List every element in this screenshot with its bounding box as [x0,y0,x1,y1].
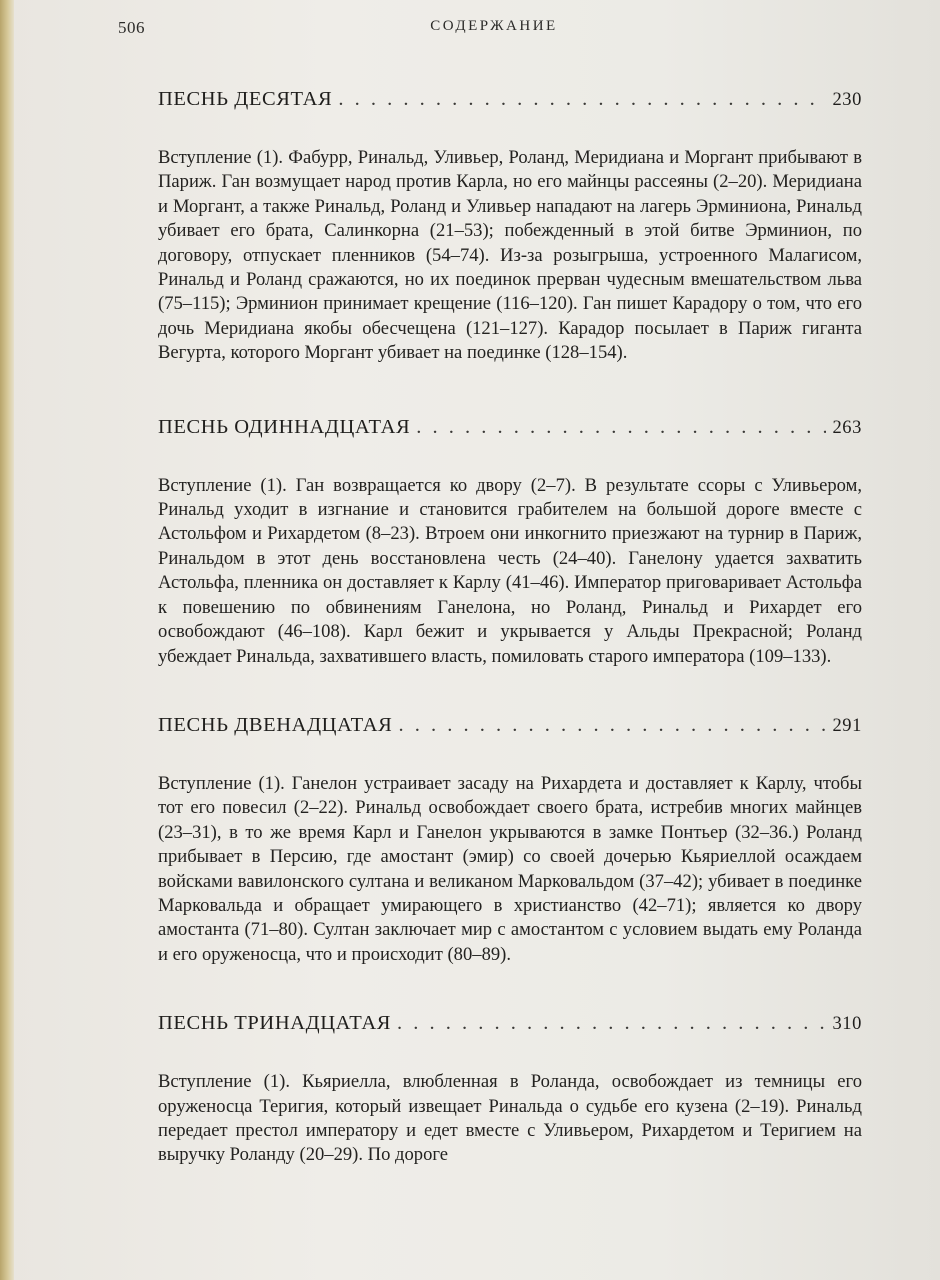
dot-leader [338,88,826,111]
canto-summary: Вступление (1). Ган возвращается ко двору (2–7). В результате ссоры с Уливьером, Ринальд уходит в изгнание и становится грабителем на большой дороге вместе с Астольфом и Рихардетом (8–23). Втроем они инкогнито приезжают на турнир в Париж, Ринальдом в этот день восстановлена честь (24–40). Ганелону удается захватить Астольфа, пленника он доставляет к Карлу (41–46). Император приговаривает Астольфа к повешению по обвинениям Ганелона, но Роланд, Ринальд и Рихардет его освобождают (46–108). Карл бежит и укрывается у Альды Прекрасной; Роланд убеждает Ринальда, захватившего власть, помиловать старого императора (109–133). [158,474,862,667]
canto-entry [158,1012,862,1168]
canto-title: ПЕСНЬ ОДИННАДЦАТАЯ [158,415,411,438]
canto-entry [158,416,862,669]
canto-heading [158,714,862,748]
canto-summary: Вступление (1). Ганелон устраивает засаду на Рихардета и доставляет к Карлу, чтобы тот его повесил (2–22). Ринальд освобождает своего брата, истребив многих майнцев (23–31), в то же время Карл и Ганелон укрываются в замке Понтьер (32–36.) Роланд прибывает в Персию, где амостант (эмир) со своей дочерью Кьяриеллой осаждаем войсками вавилонского султана и великаном Марковальдом (37–42); убивает в поединке Марковальда и обращает умирающего в христианство (42–71); является ко двору амостанта (71–80). Султан заключает мир с амостантом с условием выдать ему Роланда и его оруженосца, что и происходит (80–89). [158,772,862,965]
dot-leader [397,1012,826,1035]
running-head [118,14,870,44]
canto-heading [158,88,862,122]
canto-summary: Вступление (1). Кьяриелла, влюбленная в Роланда, освобождает из темницы его оруженосца Теригия, который извещает Ринальда о судьбе его кузена (2–19). Ринальд передает престол императору и едет вместе с Уливьером, Рихардетом и Теригием на выручку Роланду (20–29). По дороге [158,1071,862,1166]
canto-page-number: 230 [832,90,862,110]
dot-leader [398,714,826,737]
dot-leader [416,416,826,439]
running-title: СОДЕРЖАНИЕ [430,18,558,34]
canto-entry [158,714,862,967]
canto-heading [158,1012,862,1046]
canto-title: ПЕСНЬ ТРИНАДЦАТАЯ [158,1012,392,1035]
canto-title: ПЕСНЬ ДВЕНАДЦАТАЯ [158,713,393,736]
canto-title: ПЕСНЬ ДЕСЯТАЯ [158,88,333,110]
canto-page-number: 291 [832,715,862,736]
canto-entry [158,88,862,366]
canto-heading [158,416,862,450]
page-number: 506 [118,18,145,37]
canto-page-number: 263 [832,417,862,438]
contents-list [158,88,862,1168]
canto-page-number: 310 [832,1014,862,1035]
canto-summary: Вступление (1). Фабурр, Ринальд, Уливьер, Роланд, Меридиана и Моргант прибывают в Париж. Ган возмущает народ против Карла, но его майнцы рассеяны (2–20). Меридиана и Моргант, а также Ринальд, Роланд и Уливьер нападают на лагерь Эрминиона, Ринальд убивает его брата, Салинкорна (21–53); побежденный в этой битве Эрминион, по договору, отпускает пленников (54–74). Из-за розыгрыша, устроенного Малагисом, Ринальд и Роланд сражаются, но их поединок прерван чудесным вмешательством льва (75–115); Эрминион принимает крещение (116–120). Ган пишет Карадору о том, что его дочь Меридиана якобы обесчещена (121–127). Карадор посылает в Париж гиганта Вегурта, которого Моргант убивает на поединке (128–154). [158,147,862,364]
book-spine-edge [0,0,14,1280]
